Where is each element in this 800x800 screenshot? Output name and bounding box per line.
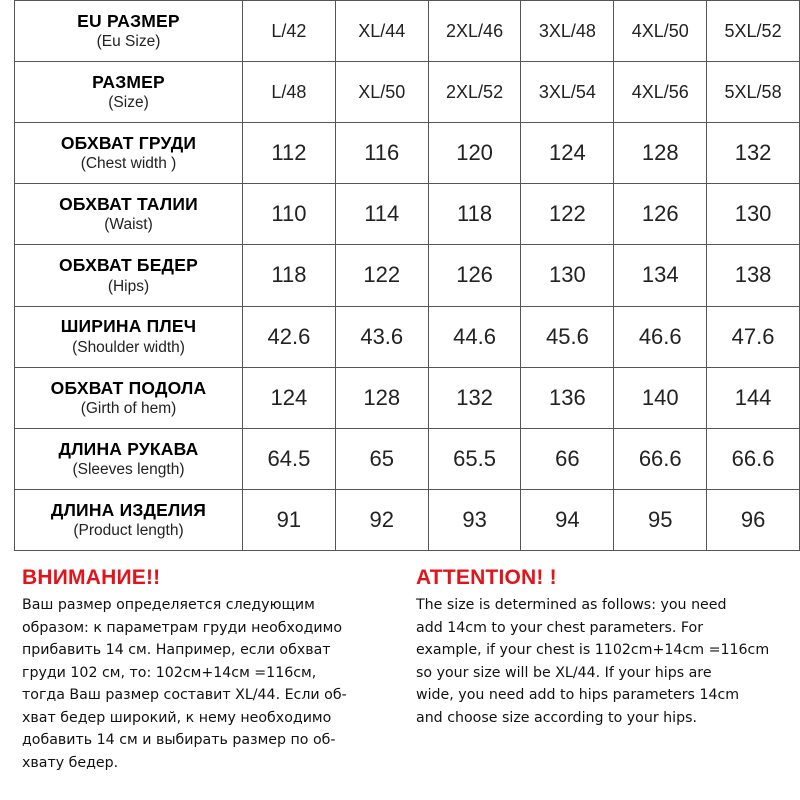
table-cell: 132: [428, 367, 521, 428]
row-label-en: (Girth of hem): [80, 399, 177, 417]
table-cell: 120: [428, 123, 521, 184]
table-cell: 65: [335, 428, 428, 489]
row-label: [15, 184, 243, 245]
table-cell: 116: [335, 123, 428, 184]
table-cell: 44.6: [428, 306, 521, 367]
table-cell: 118: [243, 245, 336, 306]
size-chart-table: [14, 0, 800, 551]
note-line: and choose size according to your hips.: [416, 709, 698, 726]
table-cell: 114: [335, 184, 428, 245]
table-cell: 4XL/56: [614, 62, 707, 123]
table-cell: 2XL/52: [428, 62, 521, 123]
table-cell: 96: [707, 489, 800, 550]
table-cell: 3XL/54: [521, 62, 614, 123]
table-cell: 5XL/52: [707, 1, 800, 62]
table-cell: 95: [614, 489, 707, 550]
row-label-ru: ОБХВАТ БЕДЕР: [59, 255, 198, 276]
table-row: [15, 306, 800, 367]
note-line: прибавить 14 см. Например, если обхват: [22, 642, 331, 658]
row-label-ru: EU РАЗМЕР: [77, 10, 180, 31]
table-row: [15, 184, 800, 245]
table-cell: 110: [243, 184, 336, 245]
table-cell: 128: [614, 123, 707, 184]
row-label: [15, 1, 243, 62]
note-line: груди 102 см, то: 102см+14см =116см,: [22, 664, 317, 681]
row-label-ru: ДЛИНА ИЗДЕЛИЯ: [50, 499, 207, 520]
attention-title-ru: ВНИМАНИЕ!!: [22, 566, 161, 589]
table-cell: 66.6: [707, 428, 800, 489]
table-cell: 122: [521, 184, 614, 245]
table-cell: 144: [707, 367, 800, 428]
row-label-ru: ОБХВАТ ГРУДИ: [60, 133, 197, 154]
table-cell: 43.6: [335, 306, 428, 367]
table-cell: 66: [521, 428, 614, 489]
row-label: [15, 428, 243, 489]
note-line: add 14cm to your chest parameters. For: [416, 619, 704, 636]
table-cell: 118: [428, 184, 521, 245]
table-cell: 124: [521, 123, 614, 184]
table-cell: 140: [614, 367, 707, 428]
row-label-en: (Product length): [73, 522, 184, 540]
table-cell: 2XL/46: [428, 1, 521, 62]
table-cell: 3XL/48: [521, 1, 614, 62]
table-cell: 5XL/58: [707, 62, 800, 123]
row-label-en: (Waist): [104, 216, 153, 234]
table-row: [15, 489, 800, 550]
note-line: хвату бедер.: [22, 754, 119, 771]
note-line: Ваш размер определяется следующим: [22, 597, 315, 613]
table-cell: 47.6: [707, 306, 800, 367]
table-cell: 46.6: [614, 306, 707, 367]
row-label-en: (Sleeves length): [72, 460, 185, 478]
row-label-en: (Size): [108, 94, 149, 112]
row-label: [15, 62, 243, 123]
row-label-ru: ДЛИНА РУКАВА: [58, 438, 199, 459]
table-row: [15, 428, 800, 489]
row-label-en: (Chest width ): [80, 155, 177, 173]
table-row: [15, 245, 800, 306]
row-label: [15, 367, 243, 428]
note-line: so your size will be XL/44. If your hips are: [416, 664, 712, 681]
table-cell: 94: [521, 489, 614, 550]
note-line: wide, you need add to hips parameters 14cm: [416, 687, 740, 703]
row-label: [15, 245, 243, 306]
row-label-en: (Eu Size): [96, 33, 161, 51]
table-cell: XL/44: [335, 1, 428, 62]
note-line: добавить 14 см и выбирать размер по об-: [22, 732, 336, 748]
row-label-en: (Shoulder width): [72, 338, 185, 356]
table-cell: 124: [243, 367, 336, 428]
row-label-ru: ОБХВАТ ПОДОЛА: [50, 377, 207, 398]
table-cell: 132: [707, 123, 800, 184]
row-label: [15, 306, 243, 367]
table-cell: L/42: [243, 1, 336, 62]
table-cell: 130: [521, 245, 614, 306]
table-row: [15, 123, 800, 184]
table-cell: 126: [428, 245, 521, 306]
table-cell: 112: [243, 123, 336, 184]
table-row: [15, 1, 800, 62]
attention-text-ru: [22, 594, 402, 774]
note-line: example, if your chest is 1102cm+14cm =116cm: [416, 642, 770, 658]
note-line: тогда Ваш размер составит XL/44. Если об-: [22, 687, 347, 703]
attention-note-ru: [22, 566, 402, 774]
table-cell: 4XL/50: [614, 1, 707, 62]
table-cell: 93: [428, 489, 521, 550]
table-cell: 65.5: [428, 428, 521, 489]
row-label: [15, 489, 243, 550]
table-cell: 64.5: [243, 428, 336, 489]
table-cell: 130: [707, 184, 800, 245]
table-cell: 128: [335, 367, 428, 428]
table-cell: 134: [614, 245, 707, 306]
table-cell: 136: [521, 367, 614, 428]
row-label: [15, 123, 243, 184]
row-label-ru: ШИРИНА ПЛЕЧ: [60, 316, 197, 337]
note-line: The size is determined as follows: you need: [416, 597, 727, 613]
table-cell: XL/50: [335, 62, 428, 123]
table-cell: 122: [335, 245, 428, 306]
table-cell: L/48: [243, 62, 336, 123]
table-cell: 126: [614, 184, 707, 245]
attention-text-en: [416, 594, 800, 729]
table-row: [15, 367, 800, 428]
row-label-ru: РАЗМЕР: [92, 72, 165, 93]
note-line: хват бедер широкий, к нему необходимо: [22, 709, 332, 726]
table-cell: 66.6: [614, 428, 707, 489]
table-cell: 45.6: [521, 306, 614, 367]
attention-note-en: [416, 566, 800, 729]
note-line: образом: к параметрам груди необходимо: [22, 619, 343, 636]
table-cell: 91: [243, 489, 336, 550]
table-row: [15, 62, 800, 123]
row-label-ru: ОБХВАТ ТАЛИИ: [59, 194, 198, 215]
table-cell: 42.6: [243, 306, 336, 367]
table-cell: 138: [707, 245, 800, 306]
table-cell: 92: [335, 489, 428, 550]
row-label-en: (Hips): [107, 277, 150, 295]
attention-title-en: ATTENTION! !: [416, 566, 557, 589]
